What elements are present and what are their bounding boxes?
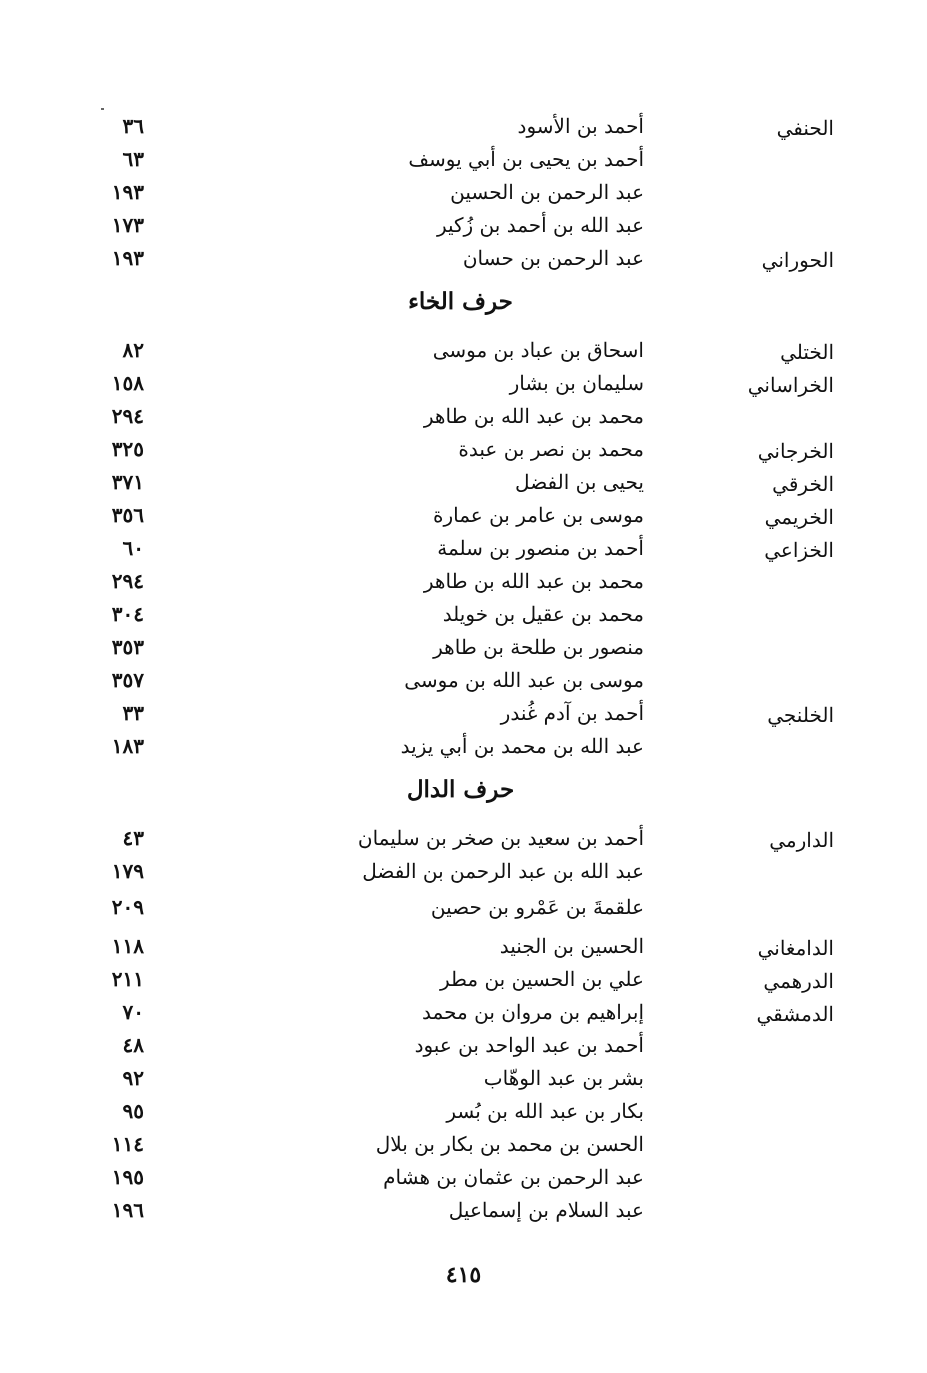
entry-page-number: ٣٧١	[111, 470, 144, 494]
entry-page-number: ١٩٥	[111, 1165, 144, 1189]
index-entry	[0, 1066, 927, 1100]
entry-nisba: الدمشقي	[756, 1002, 834, 1026]
entry-nisba: الختلي	[780, 340, 834, 364]
entry-name: أحمد بن عبد الواحد بن عبود	[414, 1033, 644, 1057]
entry-page-number: ٩٥	[122, 1099, 144, 1123]
entry-name: موسى بن عامر بن عمارة	[433, 503, 644, 527]
entry-name: محمد بن عبد الله بن طاهر	[423, 404, 644, 428]
index-entry	[0, 180, 927, 214]
entry-name: بكار بن عبد الله بن بُسر	[446, 1099, 644, 1123]
entry-page-number: ٢٩٤	[111, 569, 144, 593]
entry-page-number: ١٩٦	[111, 1198, 144, 1222]
index-entry	[0, 1132, 927, 1166]
index-entry	[0, 147, 927, 181]
index-entry	[0, 635, 927, 669]
index-entry	[0, 934, 927, 968]
index-entry	[0, 967, 927, 1001]
entry-name: الحسين بن الجنيد	[499, 934, 644, 958]
entry-nisba: الخراساني	[747, 373, 834, 397]
index-entry	[0, 895, 927, 929]
index-entry	[0, 569, 927, 603]
entry-name: الحسن بن محمد بن بكار بن بلال	[375, 1132, 644, 1156]
entry-name: اسحاق بن عباد بن موسى	[432, 338, 644, 362]
entry-name: عبد الرحمن بن الحسين	[450, 180, 644, 204]
entry-page-number: ٣٦	[122, 114, 144, 138]
entry-name: موسى بن عبد الله بن موسى	[404, 668, 644, 692]
entry-name: بشر بن عبد الوهّاب	[483, 1066, 644, 1090]
section-heading-text: حرف الدال	[406, 776, 515, 803]
entry-nisba: الدرهمي	[763, 969, 834, 993]
entry-name: أحمد بن منصور بن سلمة	[437, 536, 644, 560]
index-entry	[0, 1099, 927, 1133]
entry-nisba: الدارمي	[769, 828, 834, 852]
entry-page-number: ١٧٩	[111, 859, 144, 883]
entry-name: عبد الله بن أحمد بن زُكير	[436, 213, 644, 237]
entry-nisba: الحوراني	[761, 248, 834, 272]
entry-nisba: الخزاعي	[764, 538, 834, 562]
entry-page-number: ٦٠	[122, 536, 144, 560]
entry-page-number: ٣٥٧	[111, 668, 144, 692]
index-entry	[0, 213, 927, 247]
entry-nisba: الخريمي	[764, 505, 834, 529]
index-entry	[0, 602, 927, 636]
entry-nisba: الحنفي	[776, 116, 834, 140]
entry-page-number: ١٧٣	[111, 213, 144, 237]
index-entry	[0, 1198, 927, 1232]
entry-page-number: ٤٨	[122, 1033, 144, 1057]
print-mark	[101, 108, 104, 110]
entry-page-number: ٣٠٤	[111, 602, 144, 626]
entry-name: علقمةَ بن عَمْرو بن حصين	[430, 895, 644, 919]
entry-name: أحمد بن يحيى بن أبي يوسف	[408, 147, 644, 171]
index-entry	[0, 470, 927, 504]
index-entry	[0, 503, 927, 537]
entry-name: عبد الله بن محمد بن أبي يزيد	[400, 734, 644, 758]
index-entry	[0, 437, 927, 471]
entry-name: علي بن الحسين بن مطر	[439, 967, 644, 991]
entry-name: أحمد بن آدم غُندر	[500, 701, 644, 725]
entry-name: منصور بن طلحة بن طاهر	[433, 635, 644, 659]
section-heading	[0, 776, 927, 803]
entry-page-number: ٣٥٣	[111, 635, 144, 659]
entry-name: أحمد بن سعيد بن صخر بن سليمان	[357, 826, 644, 850]
index-entry	[0, 114, 927, 148]
entry-name: عبد السلام بن إسماعيل	[448, 1198, 644, 1222]
entry-page-number: ٣٢٥	[111, 437, 144, 461]
entry-page-number: ١٩٣	[111, 246, 144, 270]
index-entry	[0, 338, 927, 372]
entry-page-number: ٨٢	[122, 338, 144, 362]
entry-page-number: ٢٩٤	[111, 404, 144, 428]
entry-page-number: ٢٠٩	[111, 895, 144, 919]
index-entry	[0, 668, 927, 702]
entry-page-number: ٢١١	[111, 967, 144, 991]
index-entry	[0, 1165, 927, 1199]
entry-page-number: ١٥٨	[111, 371, 144, 395]
entry-name: أحمد بن الأسود	[517, 114, 644, 138]
index-entry	[0, 734, 927, 768]
entry-nisba: الخرقي	[772, 472, 834, 496]
section-heading-text: حرف الخاء	[408, 288, 513, 315]
entry-nisba: الخلنجي	[767, 703, 834, 727]
index-entry	[0, 1033, 927, 1067]
entry-name: عبد الله بن عبد الرحمن بن الفضل	[362, 859, 644, 883]
entry-page-number: ٦٣	[122, 147, 144, 171]
entry-page-number: ٧٠	[122, 1000, 144, 1024]
entry-page-number: ٩٢	[122, 1066, 144, 1090]
section-heading	[0, 288, 927, 315]
entry-name: محمد بن عبد الله بن طاهر	[423, 569, 644, 593]
entry-page-number: ١٨٣	[111, 734, 144, 758]
entry-name: سليمان بن بشار	[509, 371, 644, 395]
entry-name: محمد بن عقيل بن خويلد	[442, 602, 644, 626]
entry-name: عبد الرحمن بن حسان	[462, 246, 644, 270]
index-entry	[0, 404, 927, 438]
entry-nisba: الدامغاني	[757, 936, 834, 960]
index-entry	[0, 701, 927, 735]
entry-page-number: ٤٣	[122, 826, 144, 850]
index-entry	[0, 826, 927, 860]
index-entry	[0, 371, 927, 405]
footer-page-number: ٤١٥	[445, 1262, 482, 1288]
entry-name: عبد الرحمن بن عثمان بن هشام	[383, 1165, 644, 1189]
entry-name: محمد بن نصر بن عبدة	[458, 437, 644, 461]
entry-page-number: ١١٨	[111, 934, 144, 958]
entry-nisba: الخرجاني	[757, 439, 834, 463]
entry-page-number: ١١٤	[111, 1132, 144, 1156]
entry-page-number: ١٩٣	[111, 180, 144, 204]
index-entry	[0, 246, 927, 280]
entry-page-number: ٣٣	[122, 701, 144, 725]
entry-name: يحيى بن الفضل	[515, 470, 644, 494]
index-entry	[0, 859, 927, 893]
index-entry	[0, 536, 927, 570]
entry-page-number: ٣٥٦	[111, 503, 144, 527]
entry-name: إبراهيم بن مروان بن محمد	[422, 1000, 644, 1024]
index-entry	[0, 1000, 927, 1034]
